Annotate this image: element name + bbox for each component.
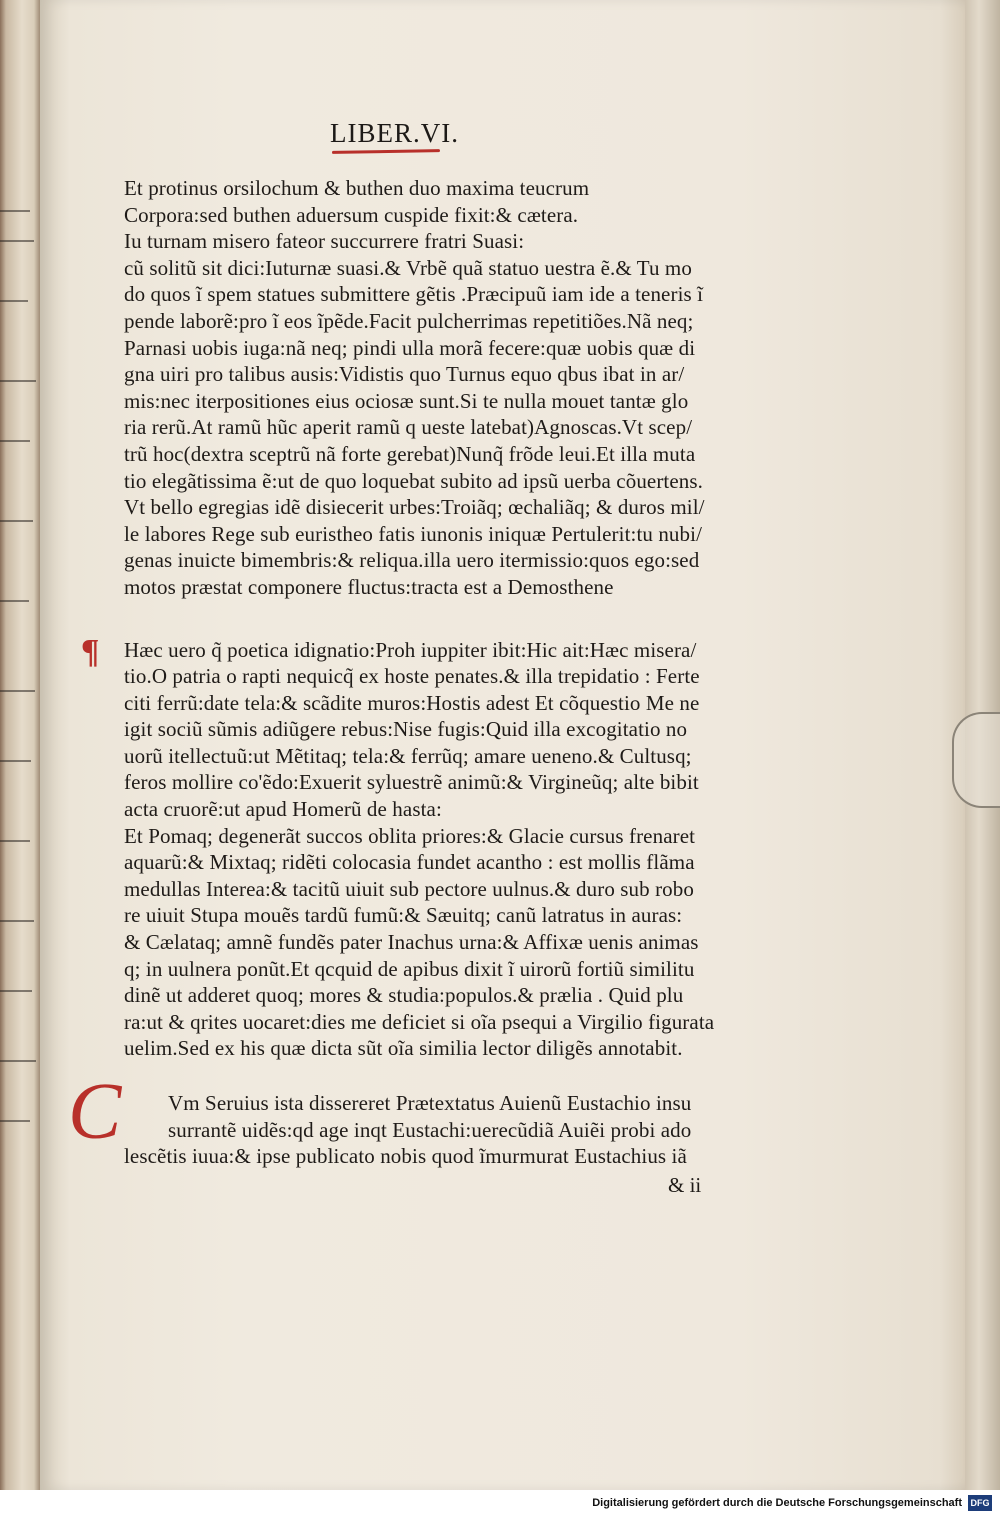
text-line: aquarũ:& Mixtaq; ridẽti colocasia fundet acantho : est mollis flãma <box>124 850 695 875</box>
text-block <box>124 175 764 1170</box>
text-line: acta cruorẽ:ut apud Homerũ de hasta: <box>124 797 442 822</box>
text-line: motos præstat componere fluctus:tracta est a Demosthene <box>124 574 614 599</box>
text-line: Corpora:sed buthen aduersum cuspide fixit:& cætera. <box>124 202 579 227</box>
paragraph-3 <box>124 1090 764 1170</box>
text-line: re uiuit Stupa mouẽs tardũ fumũ:& Sæuitq; canũ latratus in auras: <box>124 903 683 928</box>
facing-page-edge <box>0 0 40 1490</box>
page-clip <box>952 712 1000 808</box>
text-line: trũ hoc(dextra sceptrũ nã forte gerebat)Nunq̃ frõde leui.Et illa muta <box>124 441 696 466</box>
text-line: & Cælataq; amnẽ fundẽs pater Inachus urna:& Affixæ uenis animas <box>124 930 699 955</box>
catchword: & ii <box>668 1173 702 1197</box>
text-line: igit sociũ sũmis adiũgere rebus:Nise fugis:Quid illa excogitatio no <box>124 717 688 742</box>
rubric-pilcrow: ¶ <box>82 633 99 670</box>
text-line: medullas Interea:& tacitũ uiuit sub pectore uulnus.& duro sub robo <box>124 876 694 901</box>
text-line: Vt bello egregias idẽ disiecerit urbes:Troiãq; œchaliãq; & duros mil/ <box>124 495 705 520</box>
text-line: cũ solitũ sit dici:Iuturnæ suasi.& Vrbẽ quã statuo uestra ẽ.& Tu mo <box>124 255 692 280</box>
page-heading: LIBER.VI. <box>330 118 459 148</box>
text-line: Vm Seruius ista dissereret Prætextatus Auienũ Eustachio insu <box>168 1091 692 1115</box>
text-line: tio elegãtissima ẽ:ut de quo loquebat subito ad ipsũ uerba cõuertens. <box>124 468 704 493</box>
text-line: Et protinus orsilochum & buthen duo maxima teucrum <box>124 176 590 200</box>
text-line: Parnasi uobis iuga:nã neq; pindi ulla morã fecere:quæ uobis quæ di <box>124 335 696 360</box>
rubric-initial: C <box>68 1068 122 1156</box>
text-line: feros mollire co'ẽdo:Exuerit syluestrẽ animũ:& Virgineũq; alte bibit <box>124 770 699 795</box>
text-line: surrantẽ uidẽs:qd age inqt Eustachi:uerecũdiã Auiẽi probi ado <box>168 1117 692 1142</box>
text-line: lescẽtis iuua:& ipse publicato nobis quod ĩmurmurat Eustachius iã <box>124 1144 687 1169</box>
paragraph-2 <box>124 637 764 1063</box>
text-line: q; in uulnera ponũt.Et qcquid de apibus dixit ĩ uirorũ fortiũ similitu <box>124 956 695 981</box>
footer-credit: Digitalisierung gefördert durch die Deutsche Forschungsgemeinschaft <box>592 1497 962 1509</box>
text-line: do quos ĩ spem statues submittere gẽtis .Præcipuũ iam ide a teneris ĩ <box>124 282 704 307</box>
text-line: ria rerũ.At ramũ hũc aperit ramũ q ueste latebat)Agnoscas.Vt scep/ <box>124 415 693 440</box>
text-line: Et Pomaq; degenerãt succos oblita priores:& Glacie cursus frenaret <box>124 823 696 848</box>
text-line: mis:nec iterpositiones eius ociosæ sunt.Si te nulla mouet tantæ glo <box>124 388 689 413</box>
text-line: ra:ut & qrites uocaret:dies me deficiet si oĩa psequi a Virgilio figurata <box>124 1009 715 1034</box>
text-line: pende laborẽ:pro ĩ eos ĩpẽde.Facit pulcherrimas repetitiões.Nã neq; <box>124 308 694 333</box>
text-line: uelim.Sed ex his quæ dicta sũt oĩa similia lector diligẽs annotabit. <box>124 1036 683 1061</box>
text-line: le labores Rege sub euristheo fatis iunonis iniquæ Pertulerit:tu nubi/ <box>124 521 702 546</box>
text-line: Hæc uero q̃ poetica idignatio:Proh iuppiter ibit:Hic ait:Hæc misera/ <box>124 637 697 662</box>
text-line: citi ferrũ:date tela:& scãdite muros:Hostis adest Et cõquestio Me ne <box>124 690 700 715</box>
text-line: gna uiri pro talibus ausis:Vidistis quo Turnus equo qbus ibat in ar/ <box>124 362 685 387</box>
text-line: tio.O patria o rapti nequicq̃ ex hoste penates.& illa trepidatio : Ferte <box>124 664 700 689</box>
text-line: genas inuicte bimembris:& reliqua.illa uero itermissio:quos ego:sed <box>124 548 700 573</box>
paragraph-1 <box>124 175 764 601</box>
text-line: Iu turnam misero fateor succurrere fratri Suasi: <box>124 229 525 254</box>
text-line: dinẽ ut adderet quoq; mores & studia:populos.& prælia . Quid plu <box>124 983 684 1008</box>
text-line: uorũ itellectuũ:ut Mẽtitaq; tela:& ferrũq; amare ueneno.& Cultusq; <box>124 743 692 768</box>
dfg-logo-icon: DFG <box>968 1495 992 1511</box>
